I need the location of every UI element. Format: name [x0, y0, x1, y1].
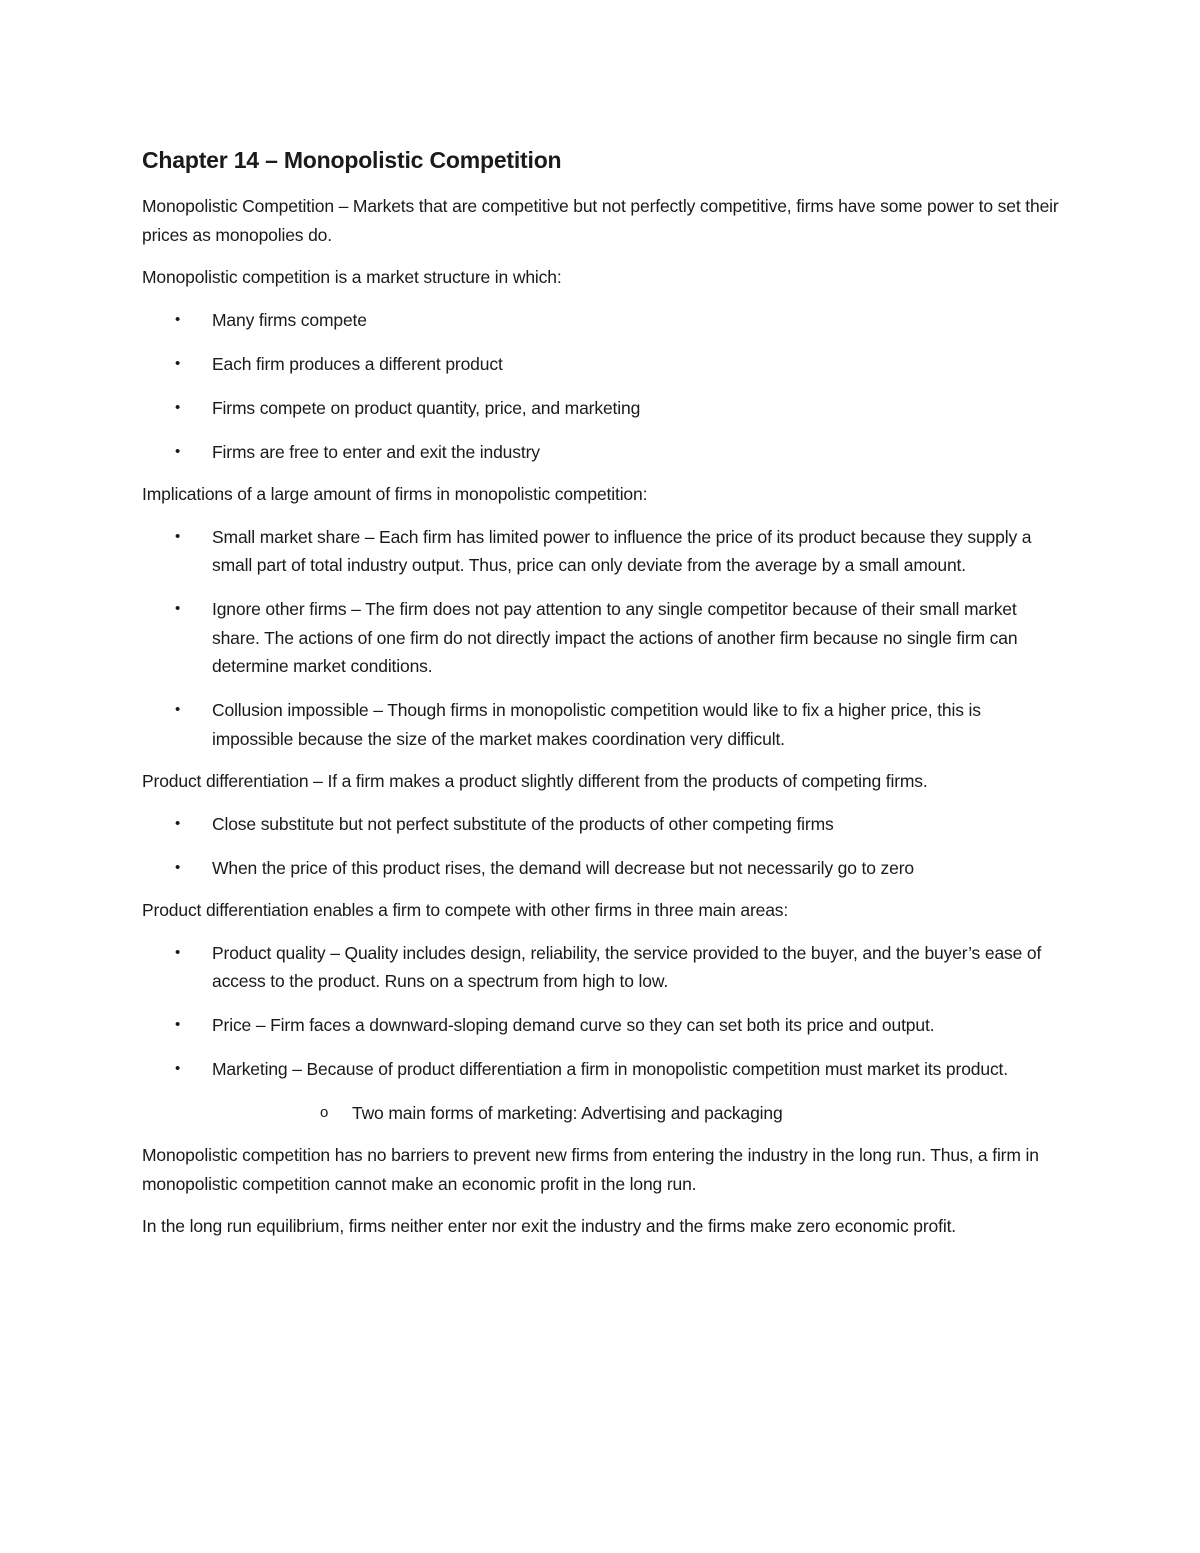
list-item: • Price – Firm faces a downward-sloping demand curve so they can set both its price and output.	[142, 1011, 1062, 1040]
list-item: • Each firm produces a different product	[142, 350, 1062, 379]
bullet-icon: •	[175, 398, 181, 416]
list-item: • Firms compete on product quantity, price, and marketing	[142, 394, 1062, 423]
bullet-icon: •	[175, 354, 181, 372]
list-item: • Close substitute but not perfect substitute of the products of other competing firms	[142, 810, 1062, 839]
list-item: • Small market share – Each firm has limited power to influence the price of its product because they supply a small part of total industry output. Thus, price can only deviate from the average by a small amount.	[142, 523, 1062, 580]
differentiation-list	[142, 810, 1062, 883]
list-item: • Ignore other firms – The firm does not pay attention to any single competitor because of their small market share. The actions of one firm do not directly impact the actions of another firm because no single firm can determine market conditions.	[142, 595, 1062, 681]
sub-list-item: o Two main forms of marketing: Advertising and packaging	[212, 1099, 1062, 1128]
barriers-paragraph: Monopolistic competition has no barriers to prevent new firms from entering the industry in the long run. Thus, a firm in monopolistic competition cannot make an economic profit in the long run.	[142, 1145, 1039, 1194]
product-differentiation-paragraph: Product differentiation – If a firm makes a product slightly different from the products of competing firms.	[142, 771, 928, 791]
bullet-icon: •	[175, 701, 181, 718]
long-run-equilibrium-paragraph: In the long run equilibrium, firms neither enter nor exit the industry and the firms make zero economic profit.	[142, 1216, 957, 1236]
bullet-icon: •	[175, 1016, 181, 1033]
bullet-icon: •	[175, 943, 181, 961]
bullet-icon: •	[175, 858, 181, 876]
competition-areas-intro-paragraph: Product differentiation enables a firm to compete with other firms in three main areas:	[142, 900, 789, 920]
bullet-icon: •	[175, 527, 181, 545]
bullet-icon: •	[175, 310, 181, 328]
implications-intro-paragraph: Implications of a large amount of firms in monopolistic competition:	[142, 484, 648, 504]
bullet-icon: •	[175, 814, 181, 832]
implications-list	[142, 523, 1062, 754]
definition-paragraph: Monopolistic Competition – Markets that are competitive but not perfectly competitive, firms have some power to set their prices as monopolies do.	[142, 196, 1059, 245]
bullet-icon: •	[175, 1060, 181, 1077]
list-item: • Product quality – Quality includes design, reliability, the service provided to the buyer, and the buyer’s ease of access to the product. Runs on a spectrum from high to low.	[142, 939, 1062, 996]
competition-areas-list	[142, 939, 1062, 1128]
list-item: • When the price of this product rises, the demand will decrease but not necessarily go to zero	[142, 854, 1062, 883]
document-page	[142, 142, 1062, 1255]
marketing-sublist	[212, 1099, 1062, 1128]
list-item: • Marketing – Because of product differentiation a firm in monopolistic competition must market its product. o Two main forms of marketing: Advertising and packaging	[142, 1055, 1062, 1127]
bullet-icon: •	[175, 600, 181, 617]
page-title: Chapter 14 – Monopolistic Competition	[142, 147, 562, 173]
structure-intro-paragraph: Monopolistic competition is a market structure in which:	[142, 267, 562, 287]
list-item: • Collusion impossible – Though firms in monopolistic competition would like to fix a higher price, this is impossible because the size of the market makes coordination very difficult.	[142, 696, 1062, 753]
list-item: • Many firms compete	[142, 306, 1062, 335]
structure-list	[142, 306, 1062, 467]
bullet-icon: •	[175, 442, 181, 460]
list-item: • Firms are free to enter and exit the industry	[142, 438, 1062, 467]
sub-bullet-icon: o	[320, 1103, 329, 1121]
